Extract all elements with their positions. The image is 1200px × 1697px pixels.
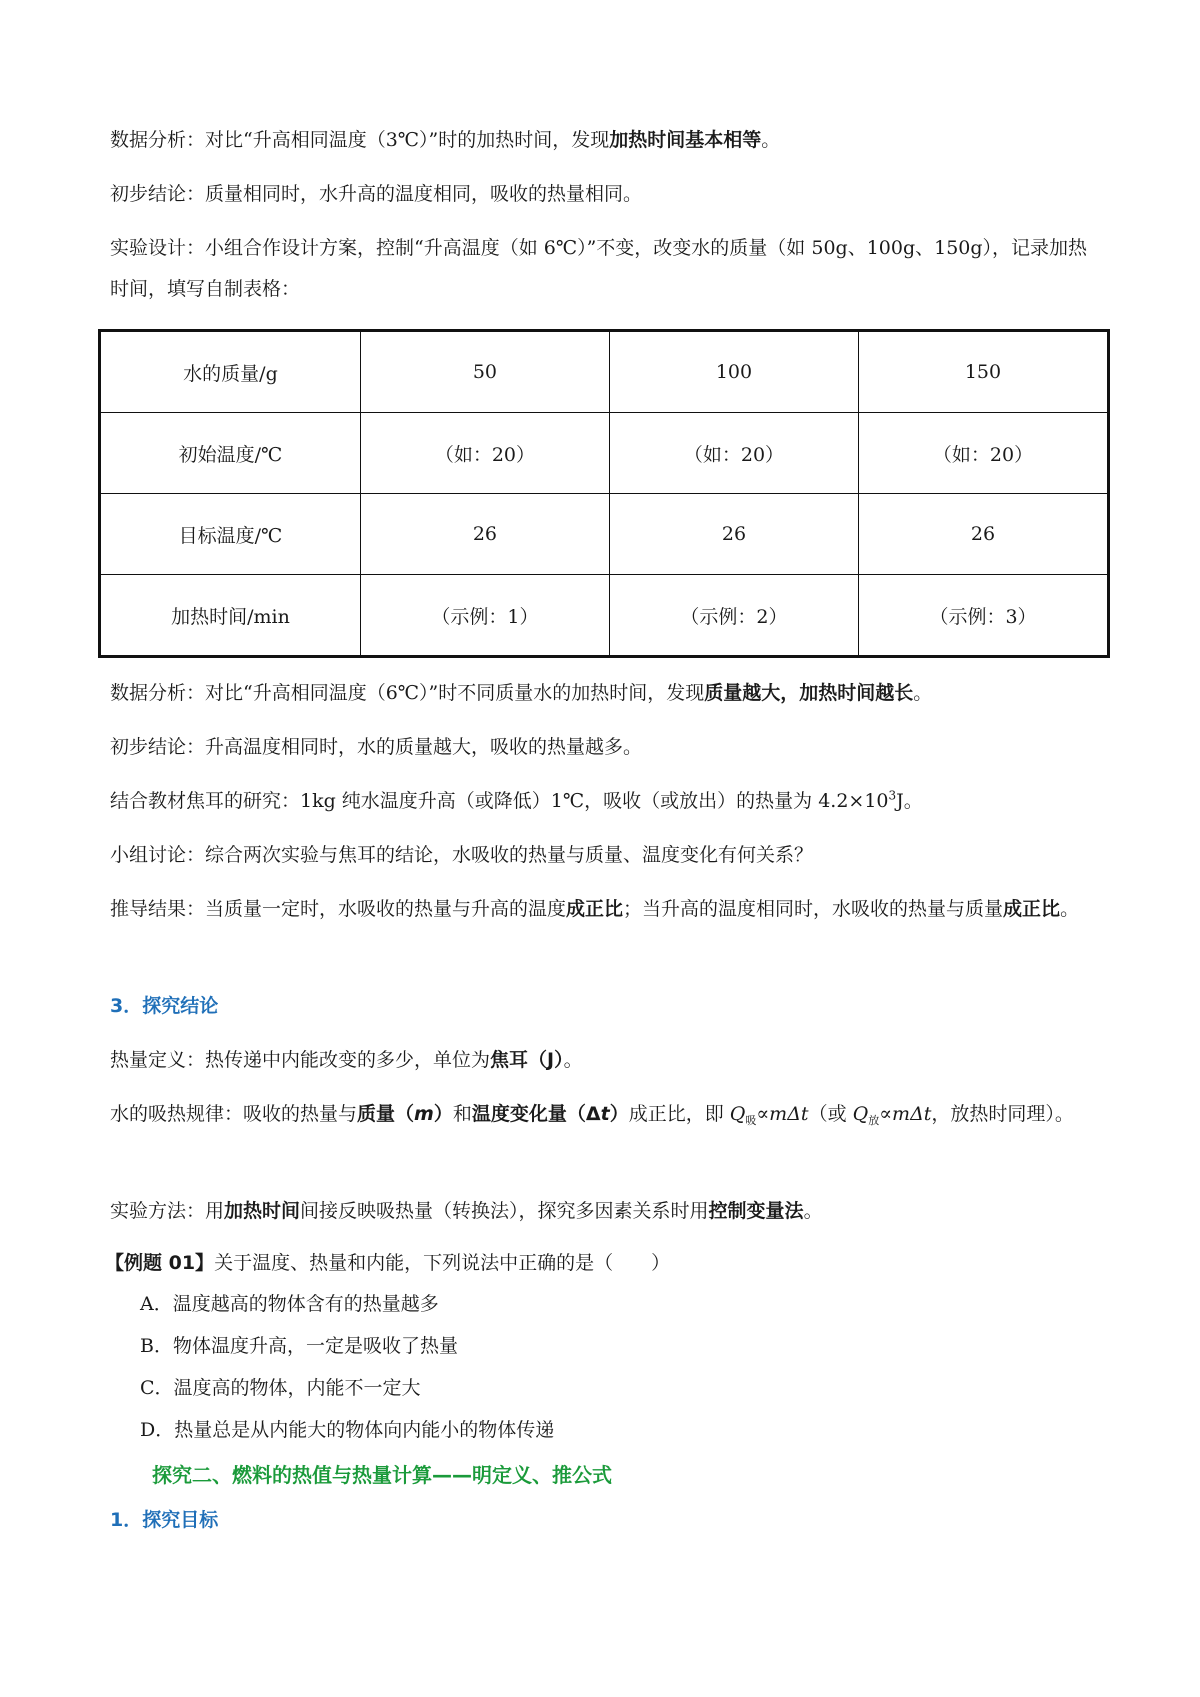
row-header: 加热时间/min xyxy=(100,575,361,657)
text: 结合教材焦耳的研究：1kg 纯水温度升高（或降低）1℃，吸收（或放出）的热量为 4.2×10 xyxy=(110,790,889,812)
subsection-heading: 1．探究目标 xyxy=(110,1509,219,1531)
paragraph-conclusion-1 xyxy=(110,174,1100,215)
text: 。 xyxy=(563,1049,583,1071)
text: 实验设计：小组合作设计方案，控制“升高温度（如 6℃）”不变，改变水的质量（如 50g、100g、150g），记录加热时间，填写自制表格： xyxy=(110,237,1088,300)
bold-text: 加热时间基本相等 xyxy=(609,129,762,151)
option-b: B．物体温度升高，一定是吸收了热量 xyxy=(140,1335,458,1357)
text: 间接反映吸热量（转换法），探究多因素关系时用 xyxy=(300,1200,709,1222)
bold-italic-text: m xyxy=(414,1103,434,1125)
text: ，放热时同理）。 xyxy=(931,1103,1074,1125)
table-cell: （示例：2） xyxy=(609,575,858,657)
bold-text: 加热时间 xyxy=(224,1200,301,1222)
table-cell: 26 xyxy=(609,494,858,575)
bold-text: 质量（ xyxy=(357,1103,415,1125)
paragraph-discussion xyxy=(110,835,1100,876)
paragraph-joule xyxy=(110,781,1100,822)
paragraph-data-analysis-1 xyxy=(110,120,1100,161)
formula: ∝mΔt xyxy=(879,1103,932,1125)
option-c: C．温度高的物体，内能不一定大 xyxy=(140,1377,421,1399)
formula-q: Q xyxy=(852,1103,869,1125)
table-row xyxy=(100,331,1109,413)
text: ；当升高的温度相同时，水吸收的热量与质量 xyxy=(623,898,1004,920)
text: 数据分析：对比“升高相同温度（6℃）”时不同质量水的加热时间，发现 xyxy=(110,682,705,704)
paragraph-absorption-law xyxy=(110,1094,1095,1137)
text: 小组讨论：综合两次实验与焦耳的结论，水吸收的热量与质量、温度变化有何关系？ xyxy=(110,844,814,866)
formula-q: Q xyxy=(729,1103,746,1125)
table-row xyxy=(100,413,1109,494)
question-text: 关于温度、热量和内能，下列说法中正确的是（ ） xyxy=(214,1252,671,1274)
table-cell: 100 xyxy=(609,331,858,413)
text: 数据分析：对比“升高相同温度（3℃）”时的加热时间，发现 xyxy=(110,129,610,151)
text: J。 xyxy=(896,790,923,812)
table-cell: 26 xyxy=(858,494,1108,575)
example-tag: 【例题 01】 xyxy=(105,1252,215,1274)
bold-text: 控制变量法 xyxy=(708,1200,804,1222)
table-row xyxy=(100,494,1109,575)
text: （或 xyxy=(808,1103,853,1125)
row-header: 水的质量/g xyxy=(100,331,361,413)
text: 和 xyxy=(452,1103,472,1125)
text: 。 xyxy=(1060,898,1080,920)
paragraph-data-analysis-2 xyxy=(110,673,1100,714)
row-header: 目标温度/℃ xyxy=(100,494,361,575)
text: 初步结论：升高温度相同时，水的质量越大，吸收的热量越多。 xyxy=(110,736,643,758)
table-cell: 26 xyxy=(360,494,609,575)
bold-text: 成正比 xyxy=(566,898,624,920)
paragraph-experiment-design xyxy=(110,228,1095,310)
text: 。 xyxy=(761,129,781,151)
section-heading-green: 探究二、燃料的热值与热量计算——明定义、推公式 xyxy=(152,1463,612,1487)
bold-text: ） xyxy=(433,1103,453,1125)
subscript: 放 xyxy=(868,1114,880,1127)
section-heading: 3．探究结论 xyxy=(110,995,219,1017)
table-cell: （如：20） xyxy=(609,413,858,494)
text: 实验方法：用 xyxy=(110,1200,225,1222)
data-table xyxy=(98,329,1110,658)
option-a: A．温度越高的物体含有的热量越多 xyxy=(140,1293,439,1315)
bold-italic-text: t xyxy=(600,1103,610,1125)
text: 水的吸热规律：吸收的热量与 xyxy=(110,1103,358,1125)
bold-text: 质量越大，加热时间越长 xyxy=(704,682,914,704)
bold-text: ） xyxy=(609,1103,629,1125)
text: 初步结论：质量相同时，水升高的温度相同，吸收的热量相同。 xyxy=(110,183,643,205)
table-cell: （示例：3） xyxy=(858,575,1108,657)
table-row xyxy=(100,575,1109,657)
bold-text: 焦耳（J） xyxy=(490,1049,564,1071)
text: 。 xyxy=(803,1200,823,1222)
superscript: 3 xyxy=(888,788,897,803)
table-cell: 50 xyxy=(360,331,609,413)
bold-text: 成正比 xyxy=(1003,898,1061,920)
example-question xyxy=(105,1243,1095,1284)
table-cell: 150 xyxy=(858,331,1108,413)
text: 成正比，即 xyxy=(628,1103,730,1125)
option-d: D．热量总是从内能大的物体向内能小的物体传递 xyxy=(140,1419,555,1441)
paragraph-heat-definition xyxy=(110,1040,1100,1081)
table-cell: （如：20） xyxy=(858,413,1108,494)
subscript: 吸 xyxy=(745,1114,757,1127)
table-cell: （示例：1） xyxy=(360,575,609,657)
bold-text: 温度变化量（Δ xyxy=(471,1103,601,1125)
text: 。 xyxy=(913,682,933,704)
table-cell: （如：20） xyxy=(360,413,609,494)
paragraph-experiment-method xyxy=(110,1191,1100,1232)
paragraph-derivation xyxy=(110,889,1095,930)
formula: ∝mΔt xyxy=(756,1103,809,1125)
paragraph-conclusion-2 xyxy=(110,727,1100,768)
text: 热量定义：热传递中内能改变的多少，单位为 xyxy=(110,1049,491,1071)
text: 推导结果：当质量一定时，水吸收的热量与升高的温度 xyxy=(110,898,567,920)
row-header: 初始温度/℃ xyxy=(100,413,361,494)
